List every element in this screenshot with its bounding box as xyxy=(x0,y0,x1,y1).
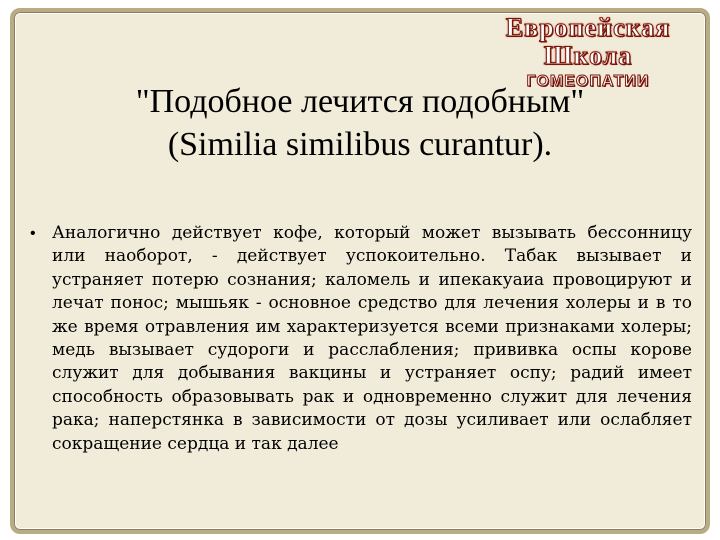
bullet-marker: • xyxy=(30,225,36,242)
bullet-text: Аналогично действует кофе, который может вызывать бессонницу или наоборот, - действует успокоительно. Табак вызывает и устраняет потерю сознания; каломель и ипекакуаиа провоцируют и лечат понос; мышьяк - основное средство для лечения холеры и в то же время отравления им характеризуется всеми признаками холеры; медь вызывает судороги и расслабления; прививка оспы корове служит для добывания вакцины и устраняет оспу; радий имеет способность образовывать рак и одновременно служит для лечения рака; наперстянка в зависимости от дозы усиливает или ослабляет сокращение сердца и так далее xyxy=(52,223,692,454)
title-line-2: (Similia similibus curantur). xyxy=(167,126,553,163)
logo-subtitle: ГОМЕОПАТИИ xyxy=(526,73,650,90)
slide-body xyxy=(30,222,692,456)
slide-title xyxy=(40,80,680,166)
bullet-item xyxy=(30,222,692,456)
title-line-1: "Подобное лечится подобным" xyxy=(135,83,585,120)
logo-title: Европейская Школа xyxy=(505,13,671,70)
